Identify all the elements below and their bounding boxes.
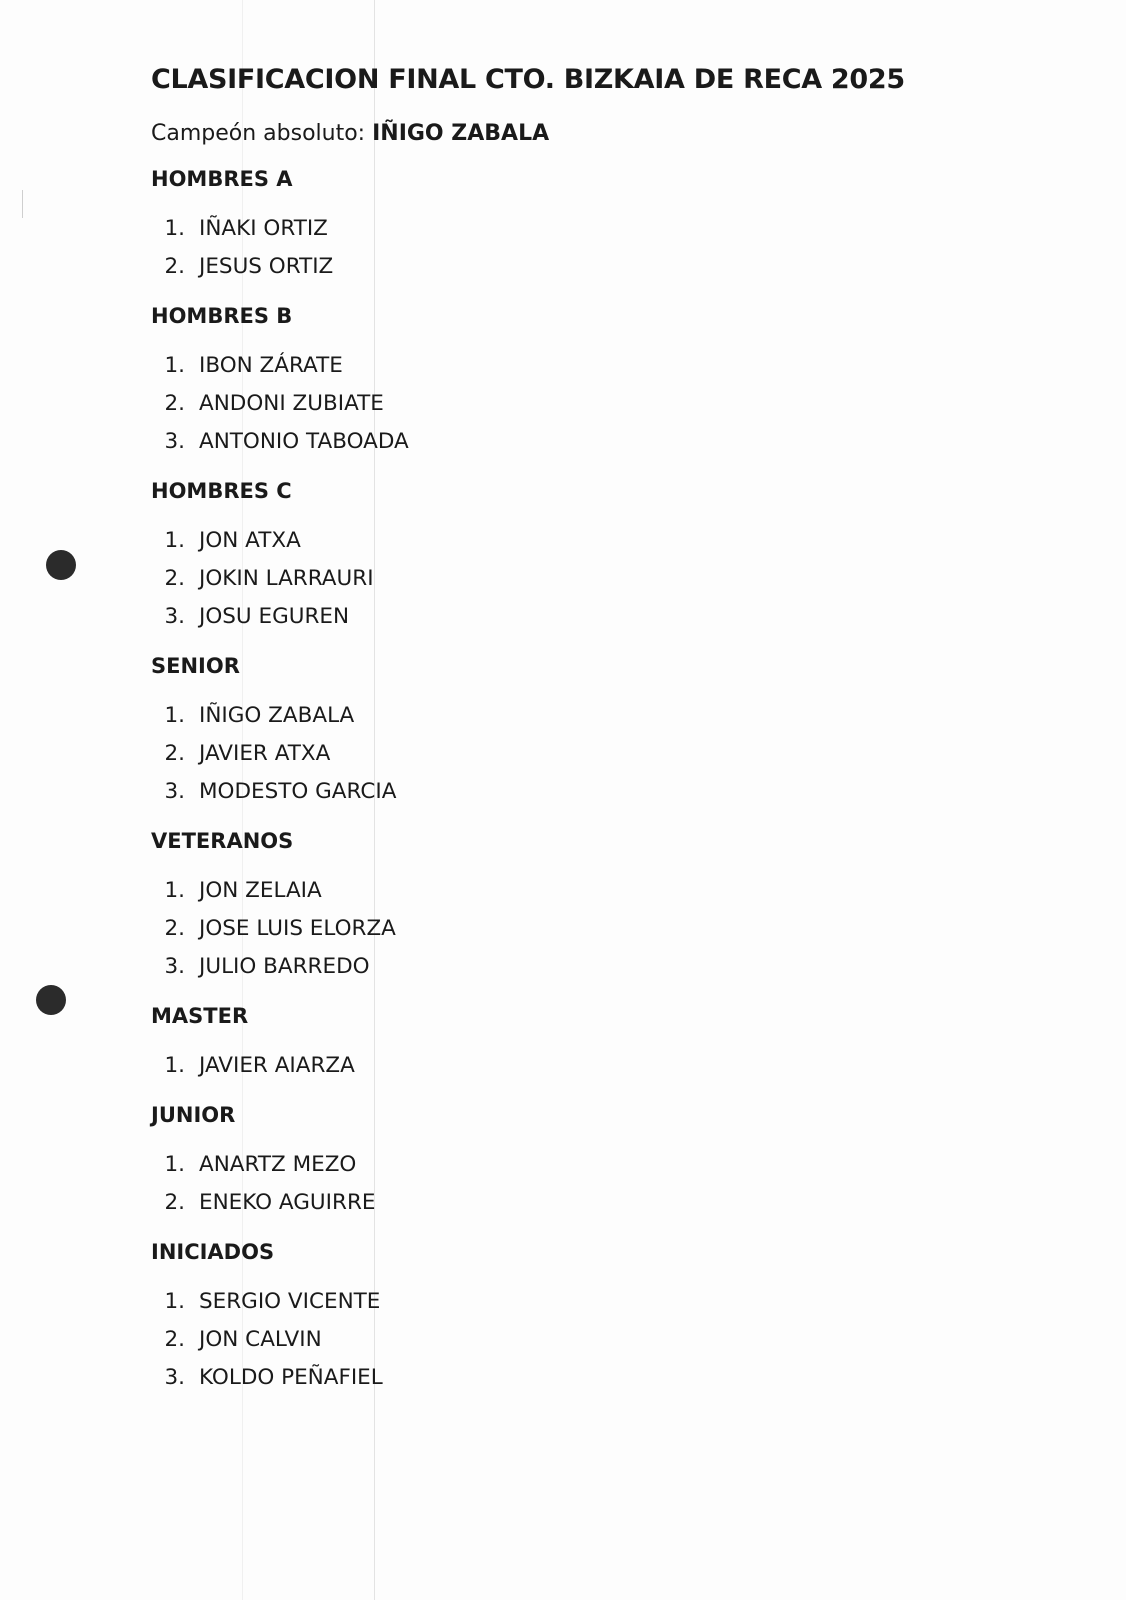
ranking-entry	[151, 1283, 1051, 1321]
ranking-entry	[151, 1146, 1051, 1184]
rank-number: 1.	[164, 353, 185, 378]
ranking-entry	[151, 347, 1051, 385]
category-section	[151, 304, 1051, 461]
ranking-list	[151, 347, 1051, 461]
rank-number: 2.	[164, 254, 185, 279]
category-title: VETERANOS	[151, 829, 294, 853]
ranking-list	[151, 1283, 1051, 1397]
ranking-entry	[151, 910, 1051, 948]
rank-number: 1.	[164, 703, 185, 728]
ranking-entry	[151, 560, 1051, 598]
ranking-entry	[151, 773, 1051, 811]
category-title: HOMBRES B	[151, 304, 293, 328]
competitor-name: IÑAKI ORTIZ	[199, 216, 328, 241]
ranking-list	[151, 1047, 1051, 1085]
rank-number: 2.	[164, 1327, 185, 1352]
ranking-entry	[151, 1184, 1051, 1222]
category-section	[151, 829, 1051, 986]
ranking-entry	[151, 248, 1051, 286]
competitor-name: JOSE LUIS ELORZA	[199, 916, 396, 941]
category-section	[151, 167, 1051, 286]
category-title: HOMBRES A	[151, 167, 293, 191]
competitor-name: JESUS ORTIZ	[199, 254, 334, 279]
competitor-name: JAVIER AIARZA	[199, 1053, 355, 1078]
document-title: CLASIFICACION FINAL CTO. BIZKAIA DE RECA 2025	[151, 64, 905, 95]
category-section	[151, 479, 1051, 636]
rank-number: 1.	[164, 878, 185, 903]
category-section	[151, 1004, 1051, 1085]
ranking-entry	[151, 1047, 1051, 1085]
category-title: JUNIOR	[151, 1103, 236, 1127]
punch-hole	[46, 550, 76, 580]
competitor-name: ENEKO AGUIRRE	[199, 1190, 376, 1215]
ranking-entry	[151, 385, 1051, 423]
rank-number: 1.	[164, 1289, 185, 1314]
punch-hole	[36, 985, 66, 1015]
rank-number: 2.	[164, 916, 185, 941]
ranking-entry	[151, 598, 1051, 636]
competitor-name: JAVIER ATXA	[199, 741, 331, 766]
rank-number: 1.	[164, 216, 185, 241]
competitor-name: ANDONI ZUBIATE	[199, 391, 384, 416]
category-section	[151, 1240, 1051, 1397]
category-section	[151, 1103, 1051, 1222]
rank-number: 3.	[164, 604, 185, 629]
competitor-name: JON CALVIN	[199, 1327, 322, 1352]
rank-number: 3.	[164, 954, 185, 979]
ranking-entry	[151, 948, 1051, 986]
ranking-list	[151, 1146, 1051, 1222]
champion-name: IÑIGO ZABALA	[372, 121, 550, 146]
rank-number: 1.	[164, 528, 185, 553]
absolute-champion	[151, 121, 1051, 146]
competitor-name: ANARTZ MEZO	[199, 1152, 357, 1177]
category-title: MASTER	[151, 1004, 249, 1028]
competitor-name: SERGIO VICENTE	[199, 1289, 381, 1314]
category-section	[151, 654, 1051, 811]
ranking-entry	[151, 210, 1051, 248]
ranking-entry	[151, 423, 1051, 461]
competitor-name: KOLDO PEÑAFIEL	[199, 1365, 383, 1390]
competitor-name: IÑIGO ZABALA	[199, 703, 355, 728]
category-title: HOMBRES C	[151, 479, 292, 503]
competitor-name: ANTONIO TABOADA	[199, 429, 409, 454]
competitor-name: JON ZELAIA	[199, 878, 322, 903]
ranking-list	[151, 697, 1051, 811]
rank-number: 1.	[164, 1152, 185, 1177]
ranking-entry	[151, 1359, 1051, 1397]
rank-number: 2.	[164, 741, 185, 766]
ranking-list	[151, 872, 1051, 986]
ranking-list	[151, 522, 1051, 636]
category-title: SENIOR	[151, 654, 240, 678]
ranking-entry	[151, 872, 1051, 910]
competitor-name: MODESTO GARCIA	[199, 779, 397, 804]
competitor-name: JOKIN LARRAURI	[199, 566, 374, 591]
rank-number: 3.	[164, 429, 185, 454]
competitor-name: JULIO BARREDO	[199, 954, 370, 979]
rank-number: 3.	[164, 779, 185, 804]
category-sections	[151, 167, 1051, 1397]
champion-label: Campeón absoluto:	[151, 121, 366, 146]
category-title: INICIADOS	[151, 1240, 275, 1264]
ranking-entry	[151, 1321, 1051, 1359]
competitor-name: JON ATXA	[199, 528, 301, 553]
competitor-name: JOSU EGUREN	[199, 604, 350, 629]
ranking-list	[151, 210, 1051, 286]
document-body	[151, 64, 1051, 1415]
ranking-entry	[151, 522, 1051, 560]
rank-number: 2.	[164, 566, 185, 591]
rank-number: 1.	[164, 1053, 185, 1078]
rank-number: 2.	[164, 391, 185, 416]
ranking-entry	[151, 697, 1051, 735]
competitor-name: IBON ZÁRATE	[199, 353, 343, 378]
scan-edge-mark	[22, 190, 23, 218]
rank-number: 2.	[164, 1190, 185, 1215]
rank-number: 3.	[164, 1365, 185, 1390]
ranking-entry	[151, 735, 1051, 773]
